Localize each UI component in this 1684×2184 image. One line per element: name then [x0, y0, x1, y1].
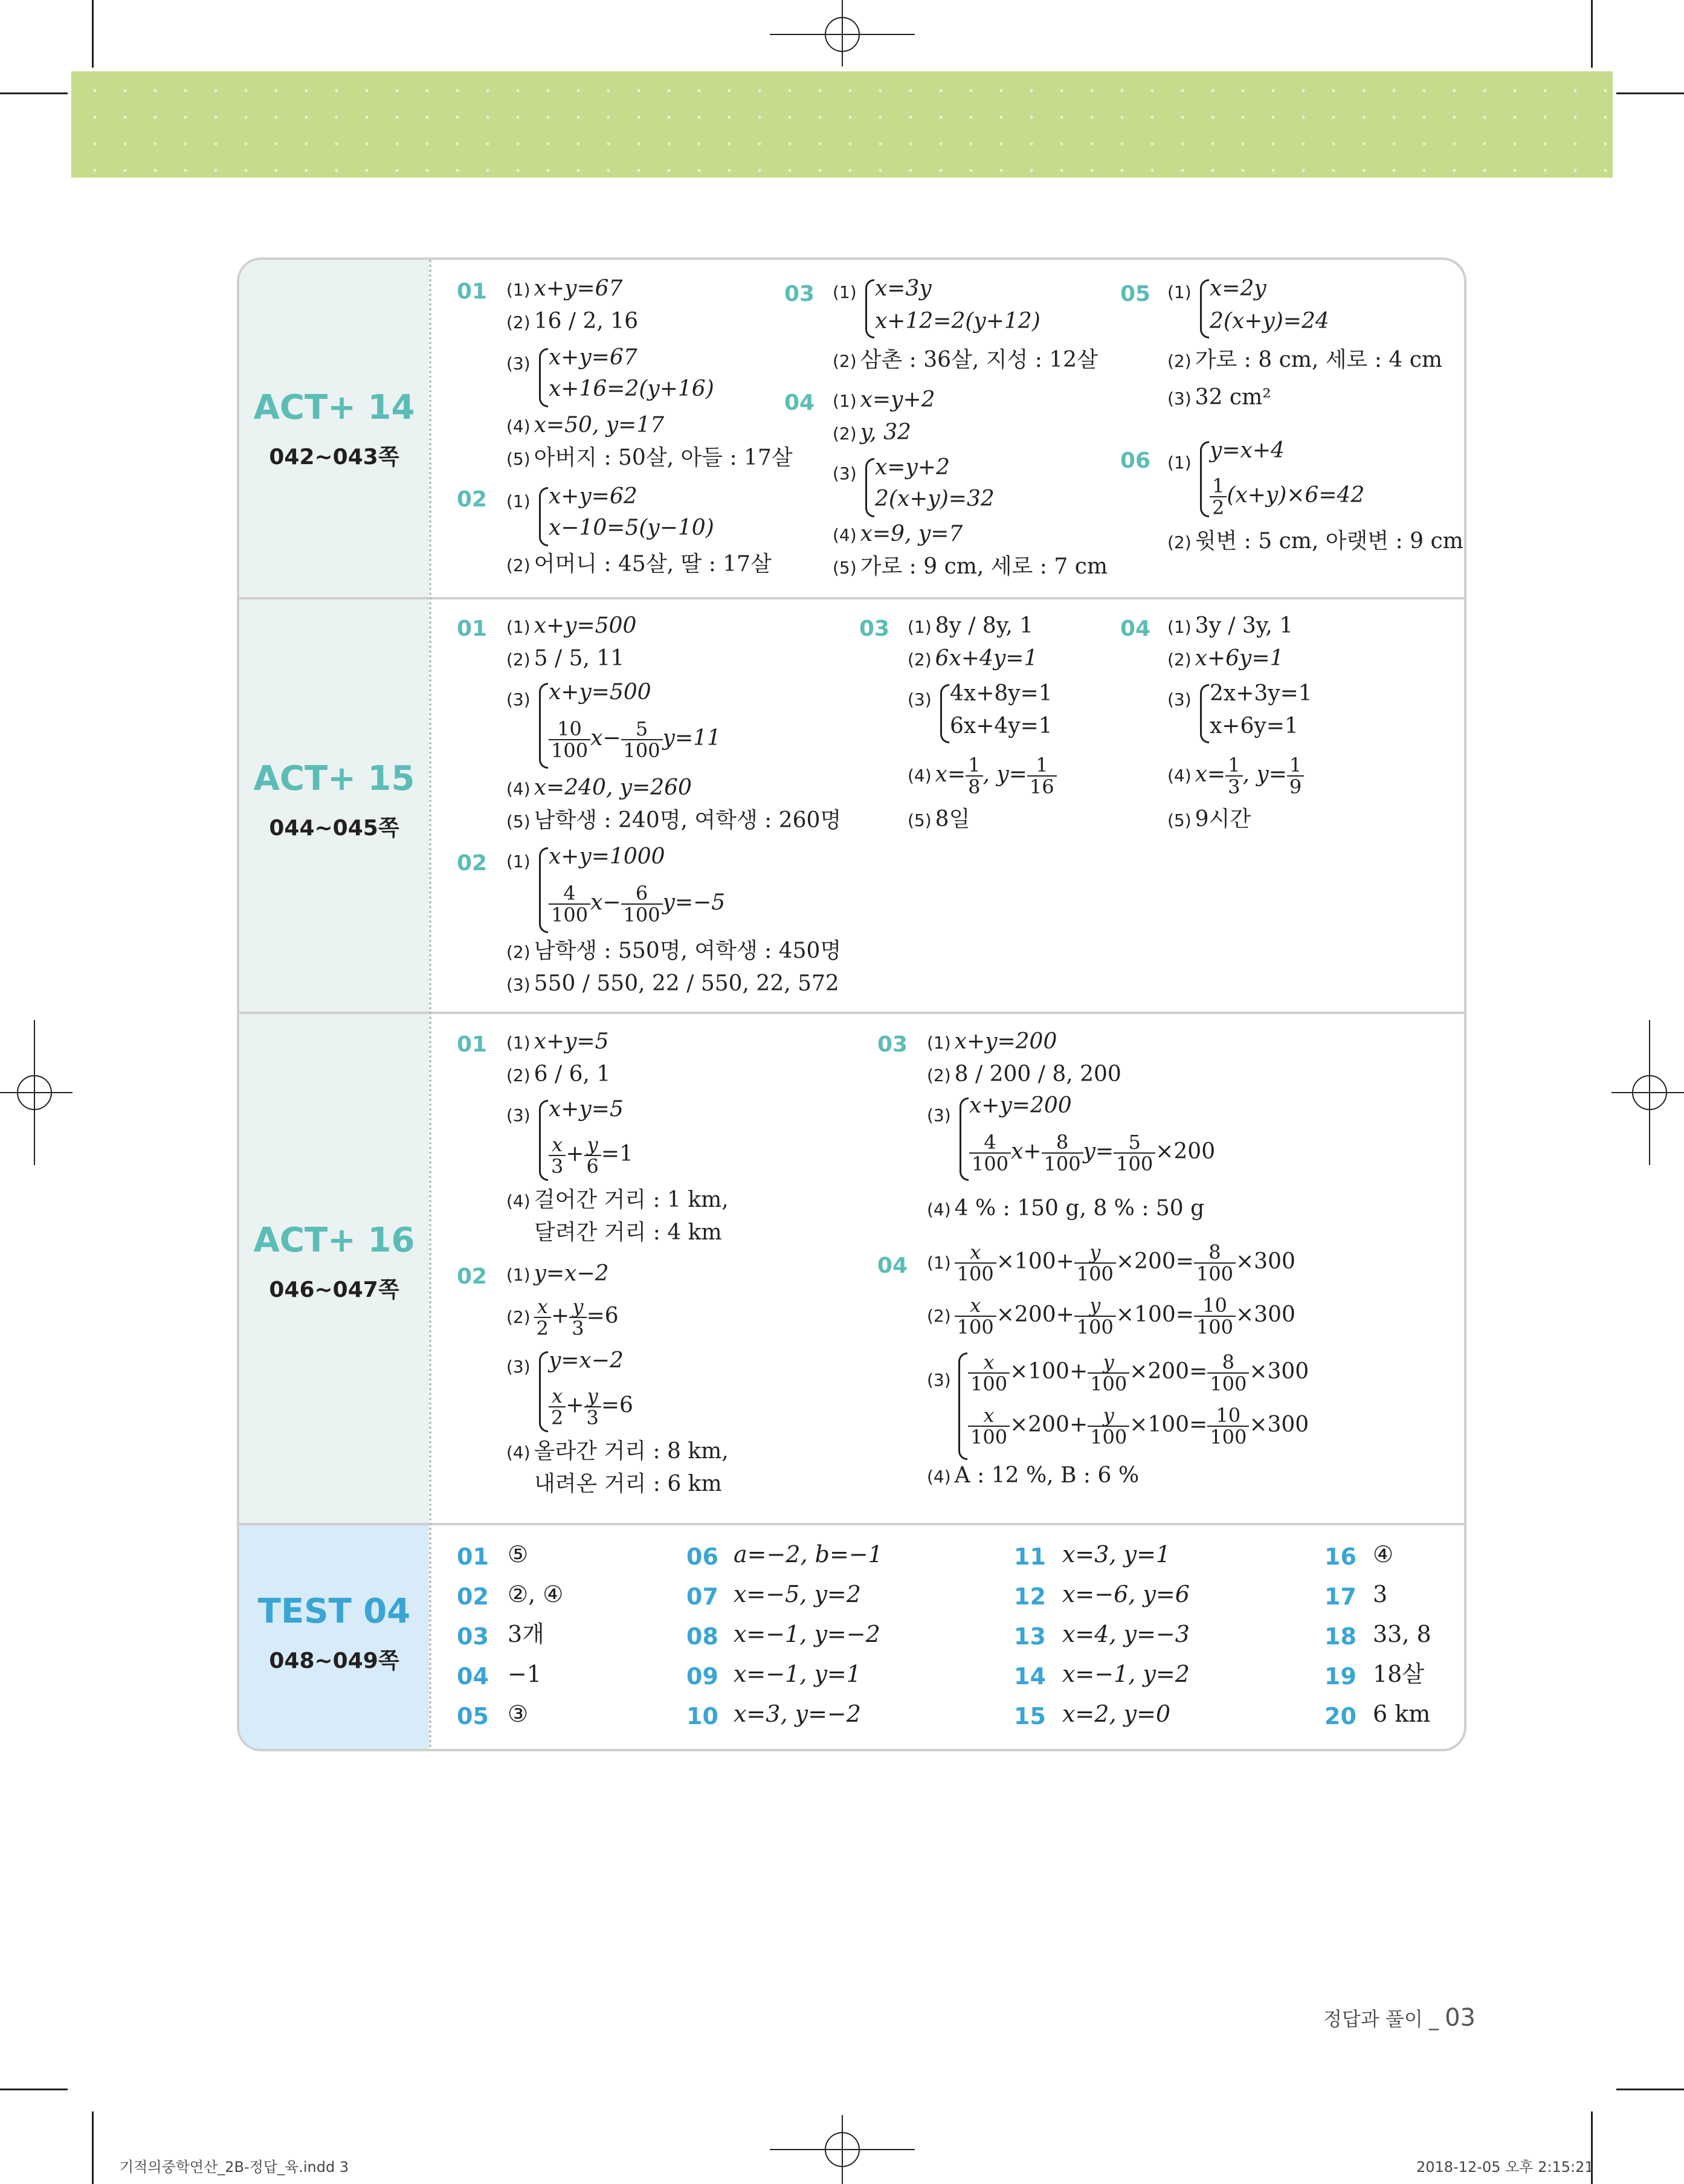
answer-line: (3) [506, 1105, 531, 1125]
equation: x=2y [1210, 276, 1266, 301]
test-answer: x=3, y=−2 [734, 1701, 861, 1727]
answer-line: (5) 8일 [908, 807, 970, 832]
crop-mark [1616, 92, 1684, 94]
row-title: ACT+ 14 [253, 388, 415, 427]
answer-line: 달려간 거리 : 4 km [534, 1220, 722, 1245]
equation: x+12=2(y+12) [875, 309, 1040, 334]
question-number: 06 [1120, 448, 1151, 473]
equation: y=x+4 [1210, 438, 1285, 463]
row-divider [239, 1523, 1464, 1525]
question-number: 04 [1120, 616, 1151, 641]
test-question-number: 03 [457, 1623, 489, 1650]
question-number: 02 [457, 851, 488, 876]
system-brace [539, 683, 548, 769]
row-label-bg [239, 1525, 429, 1749]
row-pages: 046~047쪽 [269, 1278, 399, 1302]
answer-line: (2) 16 / 2, 16 [506, 309, 639, 334]
test-answer: 33, 8 [1373, 1621, 1431, 1647]
question-number: 03 [859, 616, 890, 641]
equation: $\frac{4}{100}$ x+ $\frac{8}{100}$ y= $\frac{5}{100}$ ×200 [969, 1128, 1215, 1176]
system-brace [1200, 279, 1209, 338]
test-answer: 3개 [508, 1621, 544, 1647]
test-question-number: 20 [1324, 1703, 1357, 1730]
answer-line: (2) 윗변 : 5 cm, 아랫변 : 9 cm [1167, 529, 1463, 554]
answer-line: (1) x+y=67 [506, 276, 623, 301]
test-answer: x=−6, y=6 [1062, 1581, 1190, 1607]
equation: $\frac{1}{2}$ (x+y)×6=42 [1210, 473, 1364, 519]
page-footer-label: 정답과 풀이 _ 03 [1323, 2004, 1476, 2032]
answer-line: (1) $\frac{x}{100}$ ×100+ $\frac{y}{100}$ ×200= $\frac{8}{100}$ ×300 [927, 1241, 1295, 1285]
test-answer: 6 km [1373, 1701, 1431, 1727]
answer-line: (4) 걸어간 거리 : 1 km, [506, 1187, 729, 1212]
row-pages: 044~045쪽 [269, 816, 399, 841]
answer-line: (2) 삼촌 : 36살, 지성 : 12살 [833, 347, 1098, 372]
equation: x+y=67 [549, 345, 637, 370]
test-question-number: 02 [457, 1583, 489, 1610]
system-brace [1200, 684, 1209, 743]
answer-line: (1) 3y / 3y, 1 [1167, 613, 1294, 638]
question-number: 03 [877, 1032, 908, 1057]
equation: $\frac{x}{100}$ ×200+ $\frac{y}{100}$ ×100= $\frac{10}{100}$ ×300 [968, 1401, 1309, 1449]
answer-line: (1) x=y+2 [833, 387, 935, 412]
answer-line: (4) 4 % : 150 g, 8 % : 50 g [927, 1196, 1205, 1221]
answer-line: (2) 남학생 : 550명, 여학생 : 450명 [506, 939, 842, 963]
question-number: 01 [457, 279, 488, 304]
question-number: 03 [784, 282, 815, 306]
equation: x+y=500 [549, 680, 651, 705]
question-number: 04 [877, 1253, 908, 1278]
test-answer: a=−2, b=−1 [734, 1541, 883, 1568]
crop-mark [92, 0, 94, 68]
test-question-number: 06 [686, 1543, 718, 1570]
answer-table [237, 257, 1466, 1751]
answer-line: (1) x+y=200 [927, 1029, 1057, 1054]
test-answer: −1 [508, 1661, 542, 1687]
crop-mark [1591, 0, 1593, 68]
test-answer: x=−1, y=−2 [734, 1621, 880, 1647]
answer-line: (1) [1167, 453, 1192, 473]
test-question-number: 18 [1324, 1623, 1357, 1650]
equation: x+y=5 [549, 1097, 624, 1122]
answer-line: (3) [506, 1357, 531, 1377]
registration-mark-right [1611, 1020, 1684, 1165]
crop-mark [92, 2111, 94, 2184]
answer-line: (5) 남학생 : 240명, 여학생 : 260명 [506, 808, 842, 833]
system-brace [539, 487, 548, 546]
equation: x+y=200 [969, 1093, 1072, 1118]
test-answer: ⑤ [508, 1541, 529, 1568]
answer-line: (2) 가로 : 8 cm, 세로 : 4 cm [1167, 347, 1442, 372]
answer-line: (1) [506, 491, 531, 511]
answer-line: (3) [1167, 690, 1192, 709]
question-number: 01 [457, 616, 488, 641]
answer-line: (1) [833, 282, 857, 302]
answer-line: (3) [908, 690, 932, 709]
equation: 4x+8y=1 [950, 681, 1053, 706]
answer-line: (5) 가로 : 9 cm, 세로 : 7 cm [833, 554, 1108, 579]
system-brace [865, 458, 874, 517]
system-brace [539, 847, 548, 933]
equation: x+y=62 [549, 484, 637, 509]
test-answer: x=−1, y=1 [734, 1661, 861, 1687]
test-answer: ③ [508, 1701, 529, 1727]
answer-line: (2) 8 / 200 / 8, 200 [927, 1062, 1121, 1087]
answer-line: (4) x=50, y=17 [506, 413, 665, 438]
system-brace [539, 1100, 548, 1181]
answer-line: (3) [927, 1370, 951, 1390]
answer-line: (3) [833, 464, 857, 483]
answer-line: (4) A : 12 %, B : 6 % [927, 1463, 1140, 1488]
equation: $\frac{10}{100}$ x− $\frac{5}{100}$ y=11 [549, 714, 721, 763]
answer-line: (2) 5 / 5, 11 [506, 646, 625, 671]
test-answer: x=−5, y=2 [734, 1581, 861, 1607]
test-question-number: 14 [1014, 1663, 1046, 1690]
equation: $\frac{4}{100}$ x− $\frac{6}{100}$ y=−5 [549, 879, 725, 927]
answer-line: (2) 6 / 6, 1 [506, 1062, 611, 1087]
header-band [71, 71, 1613, 178]
test-question-number: 10 [686, 1703, 718, 1730]
test-question-number: 12 [1014, 1583, 1046, 1610]
test-question-number: 19 [1324, 1663, 1357, 1690]
test-answer: 18살 [1373, 1661, 1425, 1687]
column-divider [429, 260, 431, 1749]
system-brace [958, 1352, 967, 1460]
answer-line: (4) x= $\frac{1}{3}$ , y= $\frac{1}{9}$ [1167, 751, 1304, 800]
test-question-number: 01 [457, 1543, 489, 1570]
answer-line: (4) x= $\frac{1}{8}$ , y= $\frac{1}{16}$ [908, 751, 1057, 800]
answer-line: (1) x+y=5 [506, 1029, 609, 1054]
system-brace [1200, 441, 1209, 517]
answer-line: (2) $\frac{x}{2}$ + $\frac{y}{3}$ =6 [506, 1295, 619, 1340]
test-answer: 3 [1373, 1581, 1388, 1607]
answer-line: (3) [506, 690, 531, 709]
answer-line: (2) y, 32 [833, 420, 911, 445]
answer-line: (4) x=240, y=260 [506, 775, 692, 800]
test-question-number: 08 [686, 1623, 718, 1650]
print-date: 2018-12-05 오후 2:15:21 [1416, 2159, 1594, 2176]
test-answer: ②, ④ [508, 1581, 564, 1607]
row-title: ACT+ 16 [253, 1221, 415, 1260]
system-brace [960, 1097, 969, 1181]
test-answer: x=3, y=1 [1062, 1541, 1171, 1568]
test-answer: x=−1, y=2 [1062, 1661, 1190, 1687]
row-pages: 042~043쪽 [269, 445, 399, 470]
question-number: 05 [1120, 282, 1151, 306]
test-question-number: 11 [1014, 1543, 1046, 1570]
file-info: 기적의중학연산_2B-정답_육.indd 3 [120, 2159, 349, 2176]
test-question-number: 16 [1324, 1543, 1357, 1570]
test-question-number: 17 [1324, 1583, 1357, 1610]
equation: x=3y [875, 276, 932, 301]
equation: 6x+4y=1 [950, 714, 1053, 738]
equation: x=y+2 [875, 455, 950, 480]
answer-line: (1) [1167, 282, 1192, 302]
crop-mark [1616, 2089, 1684, 2090]
test-question-number: 09 [686, 1663, 718, 1690]
answer-line: (2) 6x+4y=1 [908, 646, 1038, 671]
equation: 2(x+y)=32 [875, 486, 995, 511]
question-number: 01 [457, 1032, 488, 1057]
registration-mark-bottom [770, 2115, 915, 2184]
equation: $\frac{x}{2}$ + $\frac{y}{3}$ =6 [549, 1381, 633, 1430]
equation: x−10=5(y−10) [549, 515, 714, 540]
answer-line: (2) 어머니 : 45살, 딸 : 17살 [506, 552, 772, 577]
answer-line: (4) 올라간 거리 : 8 km, [506, 1439, 729, 1464]
test-answer: ④ [1373, 1541, 1394, 1568]
system-brace [539, 1351, 548, 1432]
equation: 2x+3y=1 [1210, 681, 1312, 706]
row-label-bg [239, 260, 429, 597]
equation: $\frac{x}{100}$ ×100+ $\frac{y}{100}$ ×200= $\frac{8}{100}$ ×300 [968, 1348, 1309, 1396]
test-answer: x=4, y=−3 [1062, 1621, 1190, 1647]
equation: $\frac{x}{3}$ + $\frac{y}{6}$ =1 [549, 1130, 633, 1178]
registration-mark-top [770, 0, 915, 66]
answer-line: (1) [506, 851, 531, 871]
equation: y=x−2 [549, 1348, 624, 1373]
test-answer: x=2, y=0 [1062, 1701, 1171, 1727]
equation: 2(x+y)=24 [1210, 309, 1329, 334]
answer-line: (1) x+y=500 [506, 613, 637, 638]
answer-line: (2) $\frac{x}{100}$ ×200+ $\frac{y}{100}$ ×100= $\frac{10}{100}$ ×300 [927, 1294, 1295, 1339]
row-divider [239, 597, 1464, 599]
answer-line: 내려온 거리 : 6 km [534, 1472, 722, 1496]
system-brace [539, 348, 548, 407]
test-question-number: 04 [457, 1663, 489, 1690]
system-brace [865, 279, 874, 338]
answer-line: (3) 32 cm² [1167, 385, 1271, 410]
equation: x+y=1000 [549, 844, 665, 869]
answer-line: (5) 9시간 [1167, 807, 1251, 832]
row-title: TEST 04 [257, 1592, 411, 1631]
system-brace [940, 684, 949, 743]
question-number: 02 [457, 1264, 488, 1289]
row-label-bg [239, 599, 429, 1012]
question-number: 04 [784, 390, 815, 415]
answer-line: (3) [506, 354, 531, 373]
answer-line: (4) x=9, y=7 [833, 522, 963, 546]
row-pages: 048~049쪽 [269, 1649, 399, 1673]
crop-mark [0, 2089, 68, 2090]
test-question-number: 07 [686, 1583, 718, 1610]
row-divider [239, 1012, 1464, 1014]
row-title: ACT+ 15 [253, 759, 415, 798]
equation: x+6y=1 [1210, 714, 1298, 738]
answer-line: (1) y=x−2 [506, 1261, 609, 1286]
crop-mark [0, 92, 68, 94]
answer-line: (3) [927, 1105, 951, 1125]
test-question-number: 15 [1014, 1703, 1046, 1730]
answer-line: (5) 아버지 : 50살, 아들 : 17살 [506, 445, 793, 470]
answer-line: (3) 550 / 550, 22 / 550, 22, 572 [506, 971, 839, 996]
question-number: 02 [457, 487, 488, 512]
answer-line: (1) 8y / 8y, 1 [908, 613, 1034, 638]
registration-mark-left [0, 1020, 73, 1165]
test-question-number: 05 [457, 1703, 489, 1730]
equation: x+16=2(y+16) [549, 376, 714, 401]
answer-line: (2) x+6y=1 [1167, 646, 1284, 671]
test-question-number: 13 [1014, 1623, 1046, 1650]
row-label-bg [239, 1014, 429, 1523]
